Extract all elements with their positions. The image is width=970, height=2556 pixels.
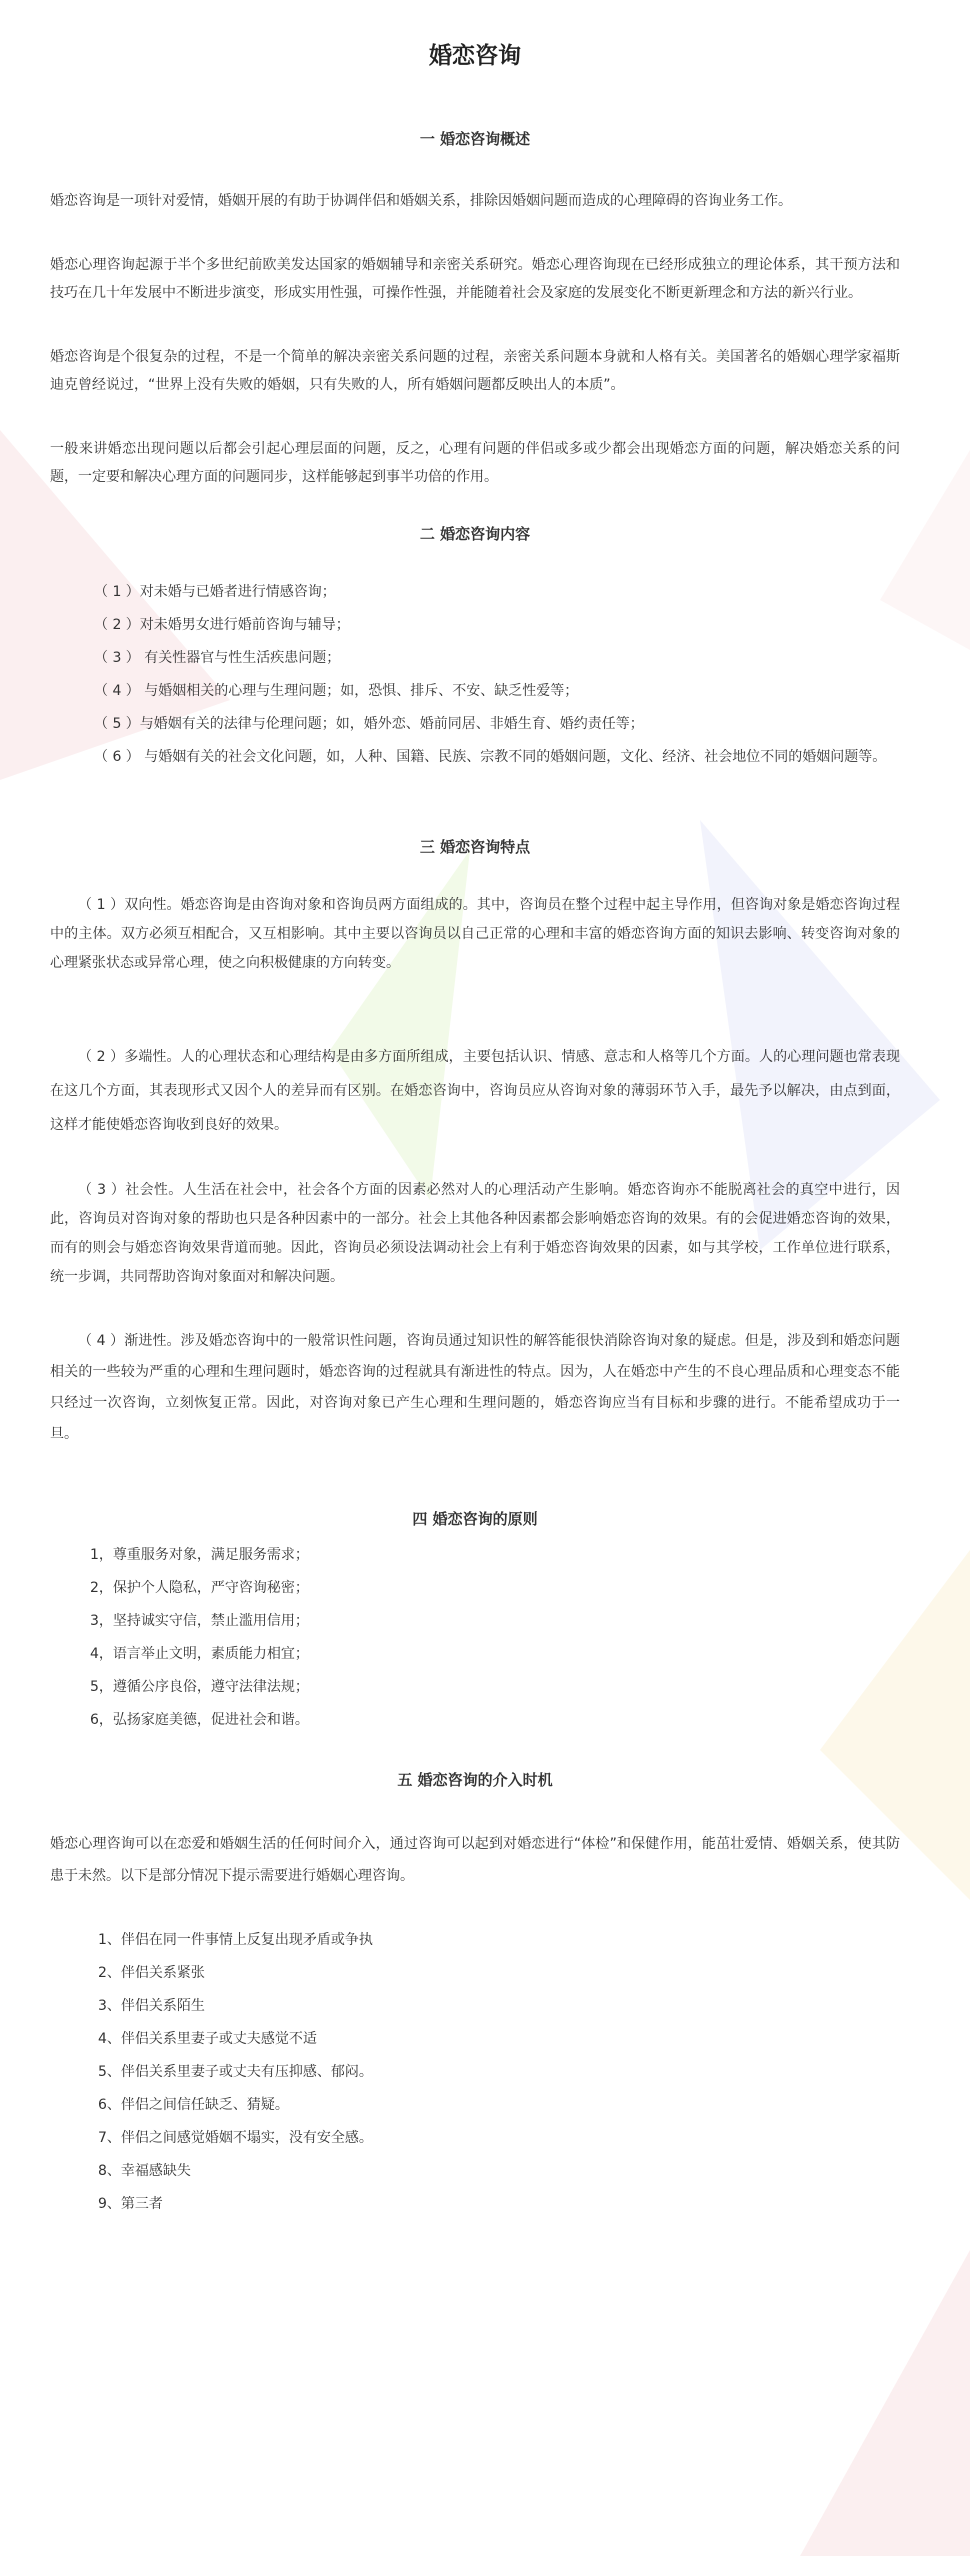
- article: [50, 0, 900, 2221]
- section-principles: [50, 1508, 900, 1737]
- section-heading: 二 婚恋咨询内容: [419, 525, 531, 543]
- bg-triangle-red-bottom-right: [800, 2250, 970, 2556]
- paragraph: 婚恋咨询是个很复杂的过程，不是一个简单的解决亲密关系问题的过程，亲密关系问题本身就和人格有关。美国著名的婚姻心理学家福斯迪克曾经说过，“世界上没有失败的婚姻，只有失败的人，所有婚姻问题都反映出人的本质”。: [50, 349, 900, 393]
- page-title: 婚恋咨询: [429, 43, 521, 69]
- list-item: 9、第三者: [98, 2196, 163, 2212]
- paragraph: 婚恋心理咨询起源于半个多世纪前欧美发达国家的婚姻辅导和亲密关系研究。婚恋心理咨询现在已经形成独立的理论体系，其干预方法和技巧在几十年发展中不断进步演变，形成实用性强，可操作性强，并能随着社会及家庭的发展变化不断更新理念和方法的新兴行业。: [50, 257, 900, 301]
- list-item: （ 1 ）对未婚与已婚者进行情感咨询；: [94, 584, 336, 600]
- section-heading: 一 婚恋咨询概述: [419, 130, 531, 148]
- section-heading: 三 婚恋咨询特点: [419, 838, 531, 856]
- section-timing: [50, 1769, 900, 2221]
- content-list: [50, 576, 900, 774]
- list-item: （ 4 ） 与婚姻相关的心理与生理问题；如，恐惧、排斥、不安、缺乏性爱等；: [94, 683, 579, 699]
- section-heading: 五 婚恋咨询的介入时机: [397, 1771, 553, 1789]
- list-item: 5，遵循公序良俗，遵守法律法规；: [90, 1679, 309, 1695]
- list-item: 4，语言举止文明，素质能力相宜；: [90, 1646, 309, 1662]
- principles-list: [50, 1539, 900, 1737]
- section-features: [50, 836, 900, 1450]
- list-item: 2，保护个人隐私，严守咨询秘密；: [90, 1580, 309, 1596]
- section-heading: 四 婚恋咨询的原则: [412, 1510, 538, 1528]
- list-item: 4、伴侣关系里妻子或丈夫感觉不适: [98, 2031, 317, 2047]
- list-item: 8、幸福感缺失: [98, 2163, 191, 2179]
- list-item: 7、伴侣之间感觉婚姻不塌实，没有安全感。: [98, 2130, 373, 2146]
- paragraph: （ 1 ）双向性。婚恋咨询是由咨询对象和咨询员两方面组成的。其中，咨询员在整个过程中起主导作用，但咨询对象是婚恋咨询过程中的主体。双方必须互相配合，又互相影响。其中主要以咨询员以自己正常的心理和丰富的婚恋咨询方面的知识去影响、转变咨询对象的心理紧张状态或异常心理，使之向积极健康的方向转变。: [50, 897, 900, 971]
- timing-list: [50, 1924, 900, 2221]
- list-item: （ 3 ） 有关性器官与性生活疾患问题；: [94, 650, 341, 666]
- list-item: 6、伴侣之间信任缺乏、猜疑。: [98, 2097, 289, 2113]
- paragraph: 婚恋咨询是一项针对爱情，婚姻开展的有助于协调伴侣和婚姻关系，排除因婚姻问题而造成的心理障碍的咨询业务工作。: [50, 193, 792, 209]
- list-item: 5、伴侣关系里妻子或丈夫有压抑感、郁闷。: [98, 2064, 373, 2080]
- list-item: 3、伴侣关系陌生: [98, 1998, 205, 2014]
- list-item: 3，坚持诚实守信，禁止滥用信用；: [90, 1613, 309, 1629]
- list-item: 2、伴侣关系紧张: [98, 1965, 205, 1981]
- section-overview: [50, 128, 900, 491]
- list-item: （ 2 ）对未婚男女进行婚前咨询与辅导；: [94, 617, 350, 633]
- paragraph: （ 3 ）社会性。人生活在社会中，社会各个方面的因素必然对人的心理活动产生影响。婚恋咨询亦不能脱离社会的真空中进行，因此，咨询员对咨询对象的帮助也只是各种因素中的一部分。社会上其他各种因素都会影响婚恋咨询的效果。有的会促进婚恋咨询的效果，而有的则会与婚恋咨询效果背道而驰。因此，咨询员必须设法调动社会上有利于婚恋咨询效果的因素，如与其学校，工作单位进行联系，统一步调，共同帮助咨询对象面对和解决问题。: [50, 1182, 900, 1285]
- list-item: 1、伴侣在同一件事情上反复出现矛盾或争执: [98, 1932, 373, 1948]
- section-content: [50, 523, 900, 774]
- paragraph: 一般来讲婚恋出现问题以后都会引起心理层面的问题，反之，心理有问题的伴侣或多或少都会出现婚恋方面的问题，解决婚恋关系的问题，一定要和解决心理方面的问题同步，这样能够起到事半功倍的作用。: [50, 441, 900, 485]
- list-item: （ 5 ）与婚姻有关的法律与伦理问题；如，婚外恋、婚前同居、非婚生育、婚约责任等；: [94, 716, 644, 732]
- paragraph: （ 2 ）多端性。人的心理状态和心理结构是由多方面所组成，主要包括认识、情感、意志和人格等几个方面。人的心理问题也常表现在这几个方面，其表现形式又因个人的差异而有区别。在婚恋咨询中，咨询员应从咨询对象的薄弱环节入手，最先予以解决，由点到面，这样才能使婚恋咨询收到良好的效果。: [50, 1049, 900, 1133]
- paragraph: （ 4 ）渐进性。涉及婚恋咨询中的一般常识性问题，咨询员通过知识性的解答能很快消除咨询对象的疑虑。但是，涉及到和婚恋问题相关的一些较为严重的心理和生理问题时，婚恋咨询的过程就具有渐进性的特点。因为，人在婚恋中产生的不良心理品质和心理变态不能只经过一次咨询，立刻恢复正常。因此，对咨询对象已产生心理和生理问题的，婚恋咨询应当有目标和步骤的进行。不能希望成功于一旦。: [50, 1333, 900, 1442]
- list-item: 1，尊重服务对象，满足服务需求；: [90, 1547, 309, 1563]
- list-item: （ 6 ） 与婚姻有关的社会文化问题，如，人种、国籍、民族、宗教不同的婚姻问题，文化、经济、社会地位不同的婚姻问题等。: [94, 749, 887, 765]
- paragraph: 婚恋心理咨询可以在恋爱和婚姻生活的任何时间介入，通过咨询可以起到对婚恋进行“体检”和保健作用，能茁壮爱情、婚姻关系，使其防患于未然。以下是部分情况下提示需要进行婚姻心理咨询。: [50, 1836, 900, 1884]
- list-item: 6，弘扬家庭美德，促进社会和谐。: [90, 1712, 309, 1728]
